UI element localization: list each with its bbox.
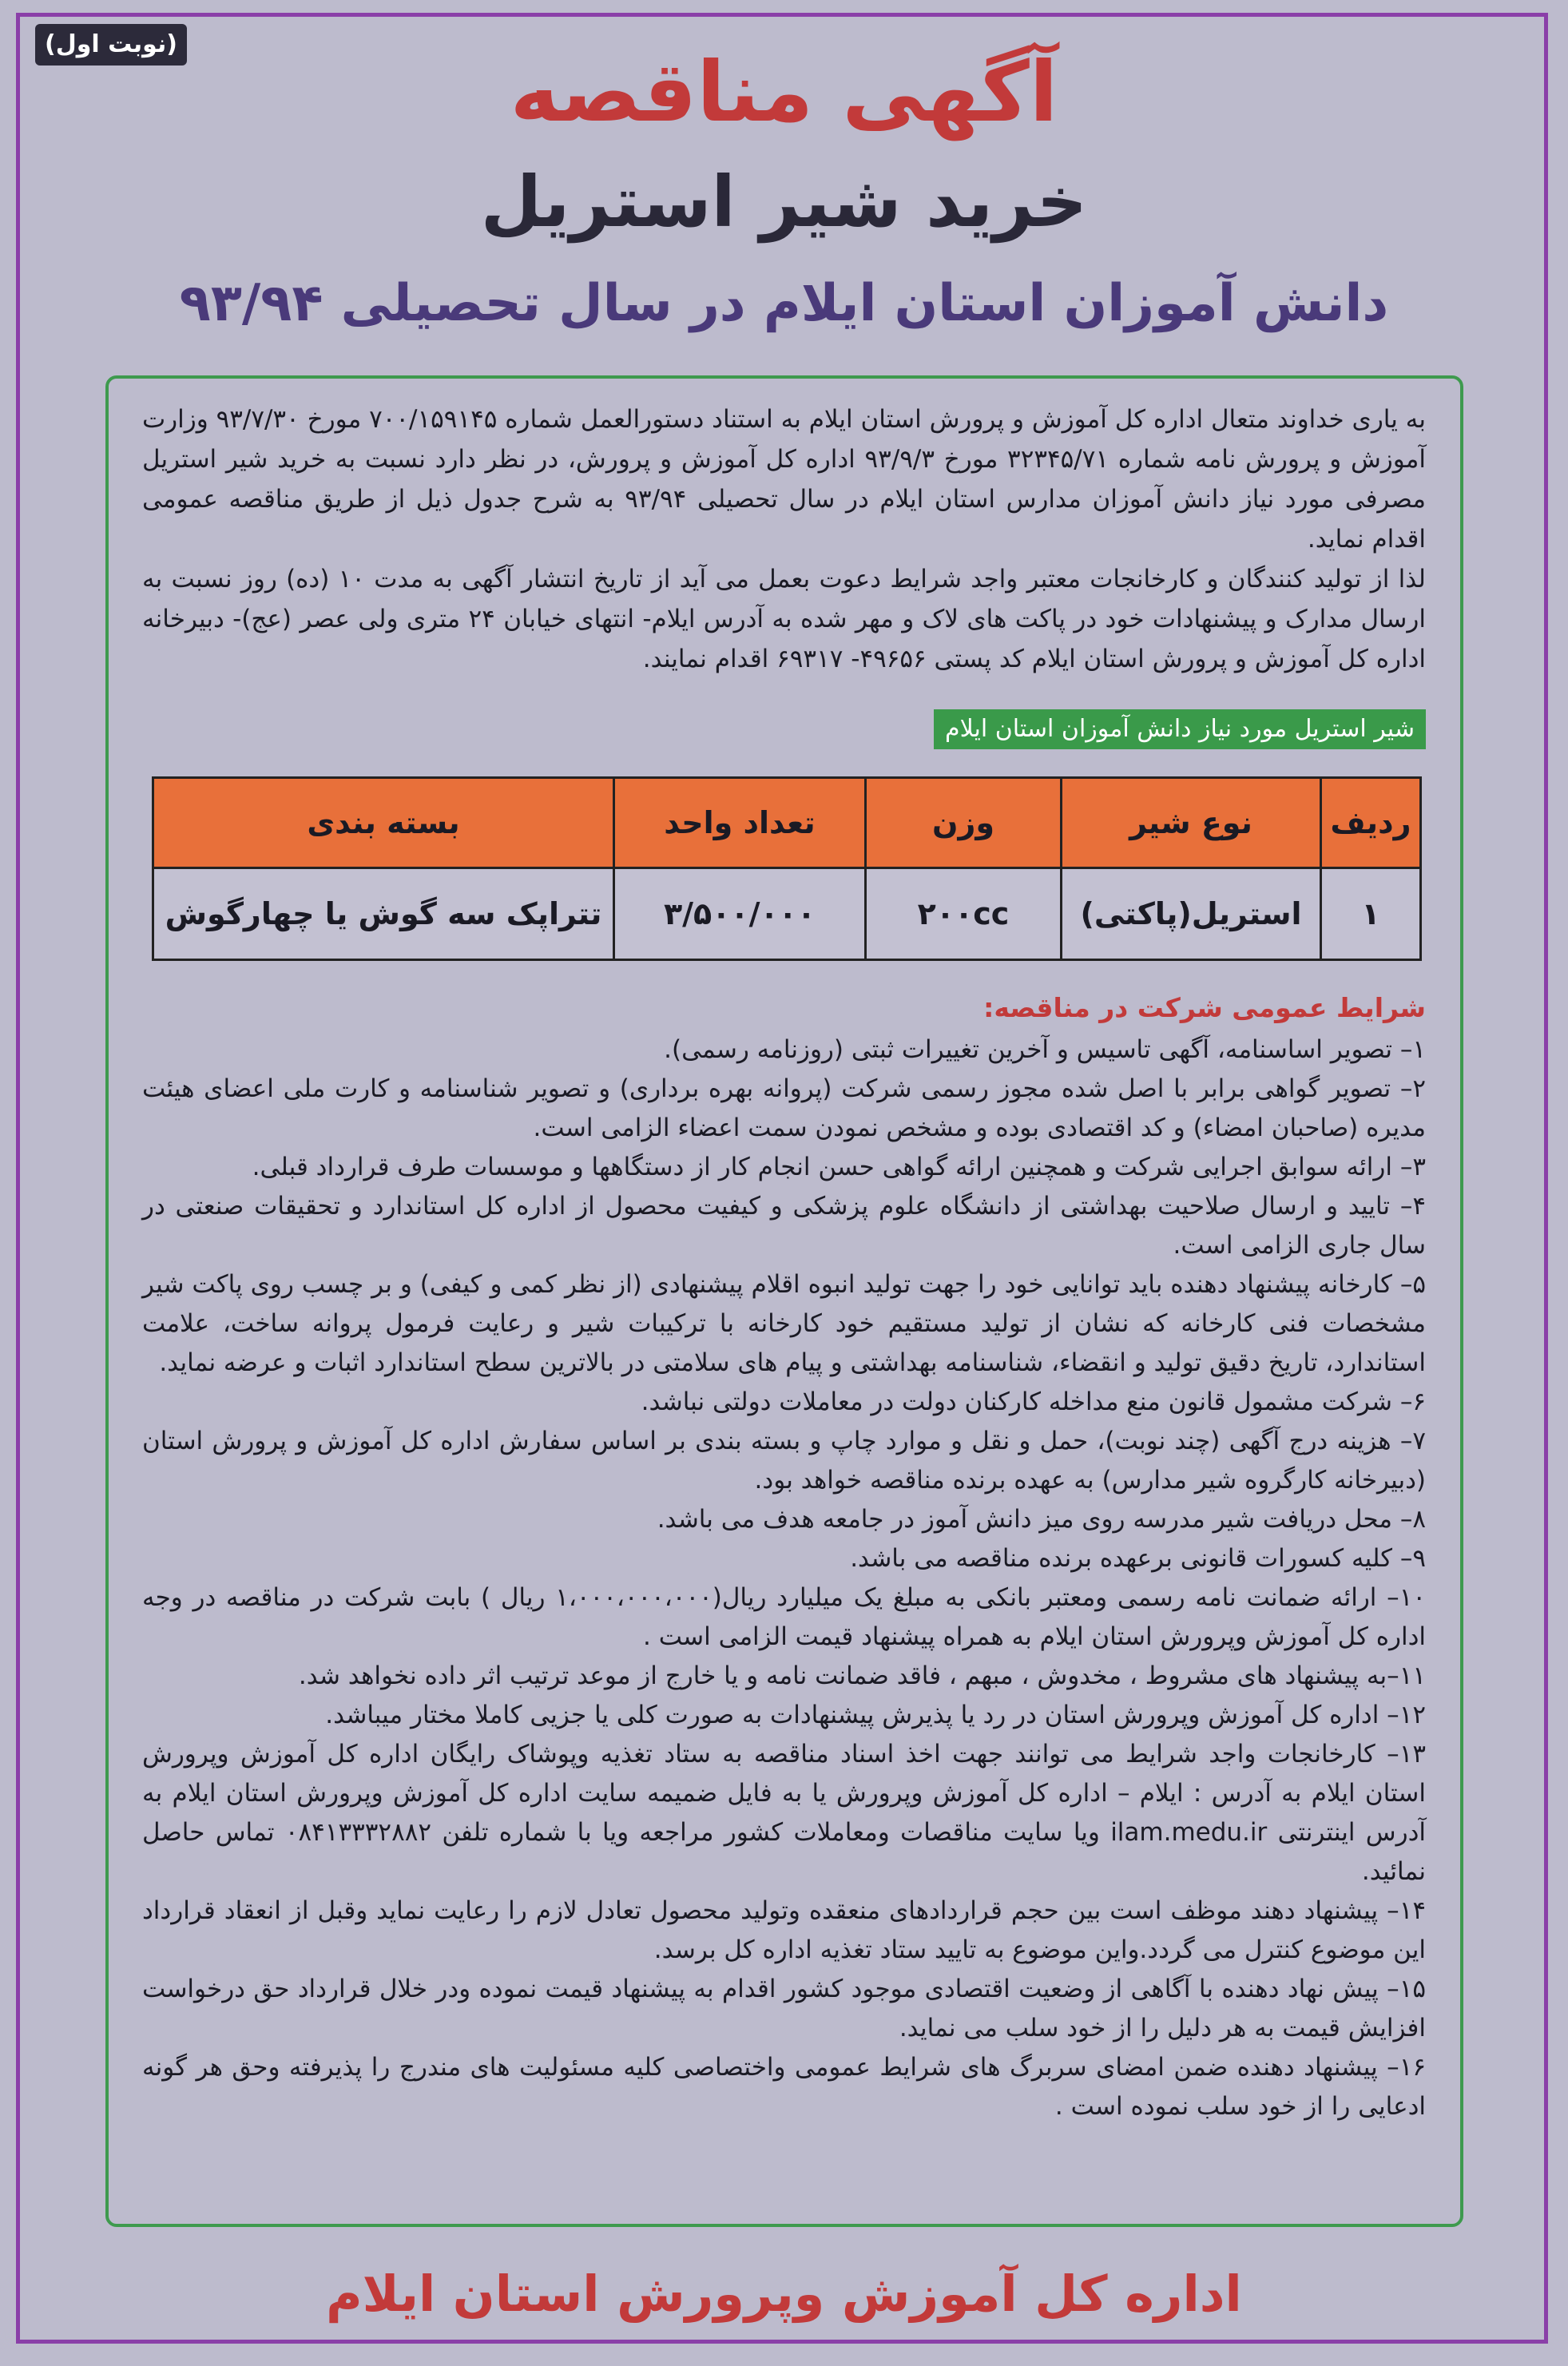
table-cell: ۲۰۰cc bbox=[866, 868, 1062, 960]
table-header-cell: تعداد واحد bbox=[614, 778, 866, 868]
milk-table bbox=[152, 776, 1422, 961]
notice-title: آگهی مناقصه bbox=[510, 43, 1058, 141]
condition-item: ۱۵– پیش نهاد دهنده با آگاهی از وضعیت اقتصادی موجود کشور اقدام به پیشنهاد قیمت نموده ودر خلال قرارداد حق درخواست افزایش قیمت به هر دلیل را از خود سلب می نماید. bbox=[142, 1975, 1426, 2042]
condition-item: ۱۳– کارخانجات واجد شرایط می توانند جهت اخذ اسناد مناقصه به ستاد تغذیه وپوشاک رایگان اداره کل آموزش وپرورش استان ایلام به آدرس : ایلام – اداره کل آموزش وپرورش یا به فایل ضمیمه سایت اداره کل آموزش وپرورش استان ایلام به آدرس اینترنتی ilam.medu.ir ویا سایت مناقصات ومعاملات کشور مراجعه ویا با شماره تلفن ۰۸۴۱۳۳۳۲۸۸۲ تماس حاصل نمائید. bbox=[142, 1740, 1426, 1886]
condition-item: ۴– تایید و ارسال صلاحیت بهداشتی از دانشگاه علوم پزشکی و کیفیت محصول از اداره کل استاندارد و تحقیقات صنعتی در سال جاری الزامی است. bbox=[142, 1192, 1426, 1260]
table-header-cell: ردیف bbox=[1321, 778, 1421, 868]
intro-text bbox=[142, 399, 1426, 679]
table-header-cell: نوع شیر bbox=[1062, 778, 1321, 868]
condition-item: ۳– ارائه سوابق اجرایی شرکت و همچنین ارائه گواهی حسن انجام کار از دستگاهها و موسسات طرف قرارداد قبلی. bbox=[252, 1153, 1426, 1181]
table-cell: ۱ bbox=[1321, 868, 1421, 960]
condition-item: ۱۲– اداره کل آموزش وپرورش استان در رد یا پذیرش پیشنهادات به صورت کلی یا جزیی کاملا مختار میباشد. bbox=[325, 1701, 1426, 1729]
condition-item: ۱– تصویر اساسنامه، آگهی تاسیس و آخرین تغییرات ثبتی (روزنامه رسمی). bbox=[664, 1035, 1426, 1064]
table-row bbox=[153, 868, 1421, 960]
condition-item: ۷– هزینه درج آگهی (چند نوبت)، حمل و نقل و موارد چاپ و بسته بندی بر اساس سفارش اداره کل آموزش و پرورش استان (دبیرخانه کارگروه شیر مدارس) به عهده برنده مناقصه خواهد بود. bbox=[142, 1427, 1426, 1495]
notice-subtitle: خرید شیر استریل bbox=[480, 161, 1088, 243]
publication-round-badge: (نوبت اول) bbox=[35, 24, 187, 66]
condition-item: ۵– کارخانه پیشنهاد دهنده باید توانایی خود را جهت تولید انبوه اقلام پیشنهادی (از نظر کمی و کیفی) و بر چسب روی پاکت شیر مشخصات فنی کارخانه که نشان از تولید مستقیم خود کارخانه با ترکیبات شیر و رعایت فرمول پروانه ساخت، علامت استاندارد، تاریخ دقیق تولید و انقضاء، شناسنامه بهداشتی و پیام های سلامتی در بالاترین سطح استاندارد اثبات و عرضه نماید. bbox=[142, 1270, 1426, 1377]
condition-item: ۲– تصویر گواهی برابر با اصل شده مجوز رسمی شرکت (پروانه بهره برداری) و تصویر شناسنامه و کارت ملی اعضای هیئت مدیره (صاحبان امضاء) و کد اقتصادی بوده و مشخص نمودن سمت اعضاء الزامی است. bbox=[142, 1074, 1426, 1142]
table-caption: شیر استریل مورد نیاز دانش آموزان استان ایلام bbox=[934, 709, 1426, 749]
condition-item: ۱۱–به پیشنهاد های مشروط ، مخدوش ، مبهم ، فاقد ضمانت نامه و یا خارج از موعد ترتیب اثر داده نخواهد شد. bbox=[298, 1661, 1426, 1690]
intro-paragraph: به یاری خداوند متعال اداره کل آموزش و پرورش استان ایلام به استناد دستورالعمل شماره ۷۰۰/۱۵۹۱۴۵ مورخ ۹۳/۷/۳۰ وزارت آموزش و پرورش نامه شماره ۳۲۳۴۵/۷۱ مورخ ۹۳/۹/۳ اداره کل آموزش و پرورش، در نظر دارد نسبت به خرید شیر استریل مصرفی مورد نیاز دانش آموزان مدارس استان ایلام در سال تحصیلی ۹۳/۹۴ به شرح جدول ذیل از طریق مناقصه عمومی اقدام نماید. bbox=[142, 405, 1427, 554]
table-header-row bbox=[153, 778, 1421, 868]
condition-item: ۶– شرکت مشمول قانون منع مداخله کارکنان دولت در معاملات دولتی نباشد. bbox=[641, 1387, 1426, 1416]
table-header-cell: وزن bbox=[866, 778, 1062, 868]
notice-subtitle-2: دانش آموزان استان ایلام در سال تحصیلی ۹۳/۹۴ bbox=[179, 274, 1389, 333]
conditions-title: شرایط عمومی شرکت در مناقصه: bbox=[983, 992, 1426, 1023]
condition-item: ۸– محل دریافت شیر مدرسه روی میز دانش آموز در جامعه هدف می باشد. bbox=[657, 1505, 1426, 1534]
table-header-cell: بسته بندی bbox=[153, 778, 614, 868]
table-cell: تتراپک سه گوش یا چهارگوش bbox=[153, 868, 614, 960]
condition-item: ۱۰– ارائه ضمانت نامه رسمی ومعتبر بانکی به مبلغ یک میلیارد ریال(۱،۰۰۰،۰۰۰،۰۰۰ ریال ) بابت شرکت در مناقصه در وجه اداره کل آموزش وپرورش استان ایلام به همراه پیشنهاد قیمت الزامی است . bbox=[142, 1583, 1426, 1651]
table-cell: ۳/۵۰۰/۰۰۰ bbox=[614, 868, 866, 960]
intro-paragraph: لذا از تولید کنندگان و کارخانجات معتبر واجد شرایط دعوت بعمل می آید از تاریخ انتشار آگهی به مدت ۱۰ (ده) روز نسبت به ارسال مدارک و پیشنهادات خود در پاکت های لاک و مهر شده به آدرس ایلام- انتهای خیابان ۲۴ متری ولی عصر (عج)- دبیرخانه اداره کل آموزش و پرورش استان ایلام کد پستی ۴۹۶۵۶- ۶۹۳۱۷ اقدام نمایند. bbox=[142, 565, 1426, 673]
condition-item: ۱۴– پیشنهاد دهند موظف است بین حجم قراردادهای منعقده وتولید محصول تعادل لازم را رعایت نماید وقبل از انعقاد قرارداد این موضوع کنترل می گردد.واین موضوع به تایید ستاد تغذیه اداره کل برسد. bbox=[142, 1896, 1426, 1964]
table-cell: استریل(پاکتی) bbox=[1062, 868, 1321, 960]
conditions-list bbox=[142, 1030, 1426, 2126]
condition-item: ۱۶– پیشنهاد دهنده ضمن امضای سربرگ های شرایط عمومی واختصاصی کلیه مسئولیت های مندرج را پذیرفته وحق هر گونه ادعایی را از خود سلب نموده است . bbox=[142, 2053, 1426, 2121]
issuer-footer: اداره کل آموزش وپرورش استان ایلام bbox=[326, 2265, 1242, 2323]
condition-item: ۹– کلیه کسورات قانونی برعهده برنده مناقصه می باشد. bbox=[850, 1544, 1426, 1573]
